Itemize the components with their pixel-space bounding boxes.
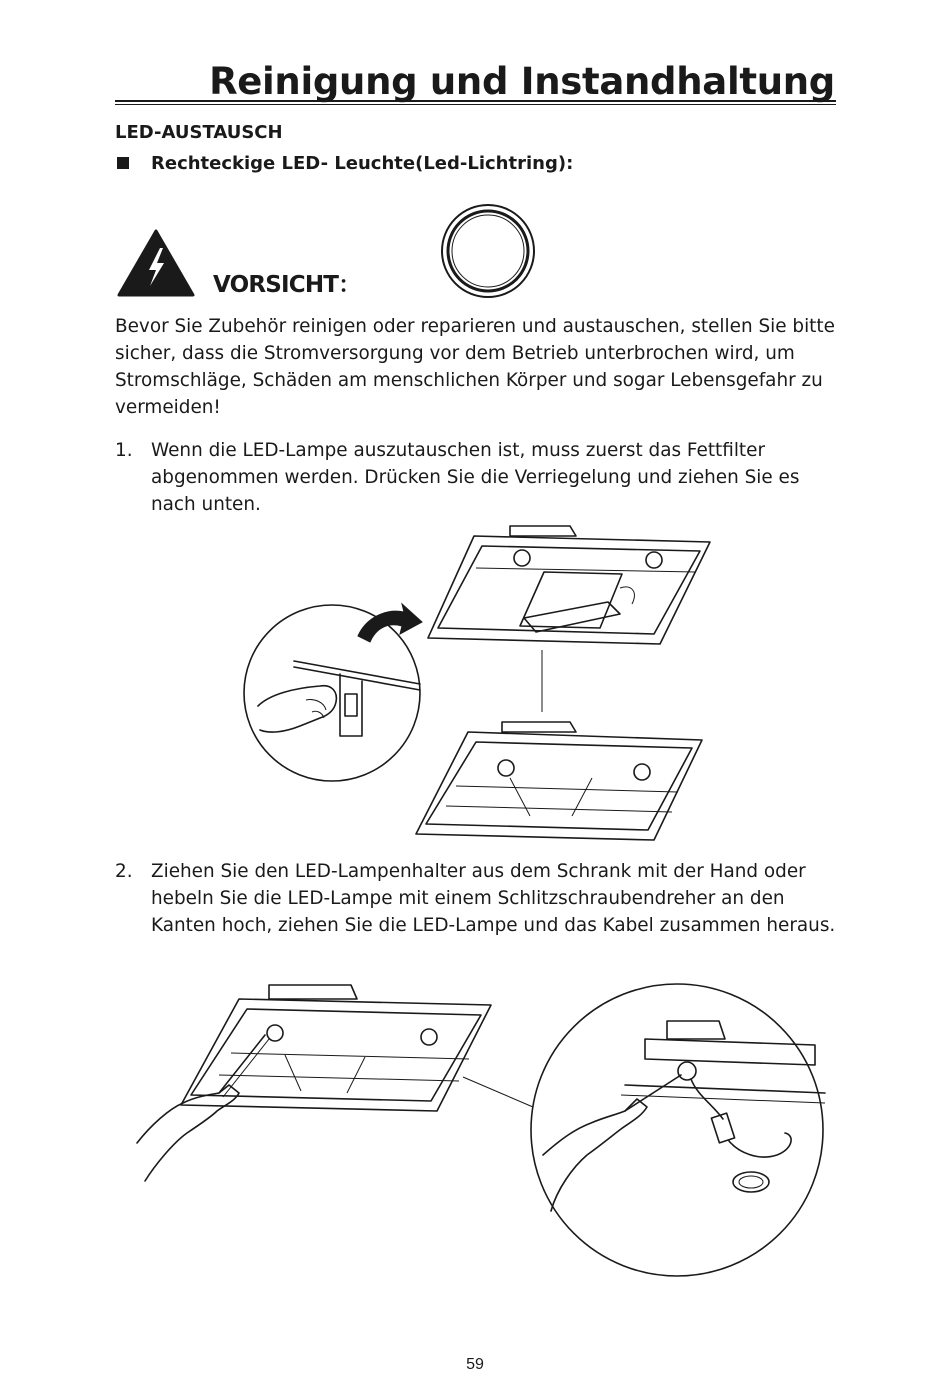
step-1-text: Wenn die LED-Lampe auszutauschen ist, muss zuerst das Fettfilter abgenommen werden. Drücken Sie die Verriegelung und ziehen Sie es nach unten. xyxy=(151,440,800,515)
title-rule-thick xyxy=(115,100,836,102)
hood-with-screwdriver xyxy=(137,985,491,1181)
page-title: Reinigung und Instandhaltung xyxy=(209,60,835,103)
led-lamp-removal-illustration xyxy=(125,975,835,1285)
detail-zoom-circle xyxy=(531,984,825,1276)
detail-pointer-line xyxy=(463,1077,533,1107)
hood-with-filter-open xyxy=(428,526,710,644)
square-bullet-icon xyxy=(117,157,129,169)
page-number: 59 xyxy=(466,1356,484,1373)
hood-filter-removed xyxy=(416,722,702,840)
caution-label: VORSICHT： xyxy=(213,272,361,298)
warning-paragraph: Bevor Sie Zubehör reinigen oder reparieren und austauschen, stellen Sie bitte sicher, dass die Stromversorgung vor dem Betrieb unterbrochen wird, um Stromschläge, Schäden am menschlichen Körper und sogar Lebensgefahr zu vermeiden! xyxy=(115,316,835,418)
latch-detail-circle xyxy=(244,605,420,781)
section-heading: LED-AUSTAUSCH xyxy=(115,122,283,143)
led-ring-icon xyxy=(438,201,538,301)
high-voltage-warning-icon xyxy=(117,228,195,298)
grease-filter-removal-illustration xyxy=(240,516,720,846)
step-2-text: Ziehen Sie den LED-Lampenhalter aus dem Schrank mit der Hand oder hebeln Sie die LED-Lampe mit einem Schlitzschraubendreher an den Kanten hoch, ziehen Sie die LED-Lampe und das Kabel zusammen heraus. xyxy=(151,861,836,936)
step-2-number: 2. xyxy=(115,861,133,882)
step-1-number: 1. xyxy=(115,440,133,461)
bullet-heading: Rechteckige LED- Leuchte(Led-Lichtring): xyxy=(151,153,574,174)
title-rule-thin xyxy=(115,104,836,105)
pull-direction-arrow-icon xyxy=(358,604,422,642)
